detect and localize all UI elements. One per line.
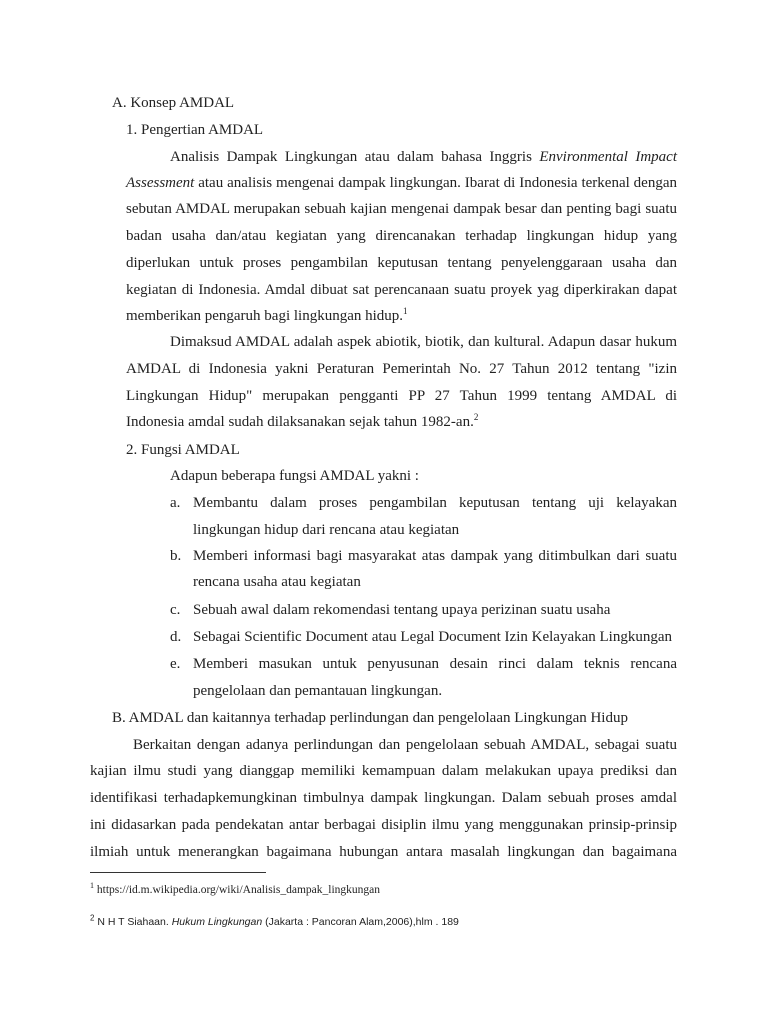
section-b-line2: kajian ilmu studi yang dianggap memiliki kemampuan dalam melakukan upaya prediksi dan	[90, 763, 677, 779]
list-item-b-line2: rencana usaha atau kegiatan	[193, 574, 361, 590]
footnote-1: $^1$ https://id.m.wikipedia.org/wiki/Analisis_dampak_lingkungan	[90, 881, 380, 896]
para1-line4: badan usaha dan/atau kegiatan yang direncanakan terhadap lingkungan hidup yang	[126, 228, 677, 244]
section-a-heading: A. Konsep AMDAL	[112, 95, 235, 111]
footnote-1-link[interactable]: https://id.m.wikipedia.org/wiki/Analisis_dampak_lingkungan	[96, 884, 380, 896]
footnote-ref-1[interactable]: 1	[403, 306, 408, 316]
list-marker-a: a.	[170, 495, 181, 511]
functions-intro: Adapun beberapa fungsi AMDAL yakni :	[170, 468, 419, 484]
para1-line5: diperlukan untuk proses pengambilan keputusan tentang penyelenggaraan usaha dan	[126, 255, 677, 271]
list-marker-d: d.	[170, 629, 182, 645]
para2-line2: AMDAL di Indonesia yakni Peraturan Pemerintah No. 27 Tahun 2012 tentang "izin	[126, 361, 677, 377]
list-item-d-line1: Sebagai Scientific Document atau Legal Document Izin Kelayakan Lingkungan	[193, 629, 672, 645]
list-item-a-line2: lingkungan hidup dari rencana atau kegiatan	[193, 522, 460, 538]
para1-line2: Assessment atau analisis mengenai dampak lingkungan. Ibarat di Indonesia terkenal dengan	[126, 175, 677, 191]
para2-line4: Indonesia amdal sudah dilaksanakan sejak tahun 1982-an.$^2$	[126, 412, 479, 430]
list-item-a-line1: Membantu dalam proses pengambilan keputusan tentang uji kelayakan	[193, 495, 677, 511]
para1-line6: kegiatan di Indonesia. Amdal dibuat sat perencanaan suatu proyek yag diperkirakan dapat	[126, 282, 677, 298]
list-marker-b: b.	[170, 548, 182, 564]
list-item-e-line1: Memberi masukan untuk penyusunan desain rinci dalam teknis rencana	[193, 656, 677, 672]
footnote-2: $^2$ N H T Siahaan. Hukum Lingkungan (Jakarta : Pancoran Alam,2006),hlm . 189	[90, 913, 459, 928]
list-item-c-line1: Sebuah awal dalam rekomendasi tentang upaya perizinan suatu usaha	[193, 602, 611, 618]
list-item-e-line2: pengelolaan dan pemantauan lingkungan.	[193, 683, 443, 699]
section-b-line4: ini didasarkan pada pendekatan antar berbagai disiplin ilmu yang menggunakan prinsip-prinsip	[90, 817, 677, 833]
list-marker-e: e.	[170, 656, 181, 672]
list-marker-c: c.	[170, 602, 181, 618]
section-b-line1: Berkaitan dengan adanya perlindungan dan pengelolaan sebuah AMDAL, sebagai suatu	[133, 737, 677, 753]
section-b-heading: B. AMDAL dan kaitannya terhadap perlindungan dan pengelolaan Lingkungan Hidup	[112, 710, 628, 726]
footnote-ref-2[interactable]: 2	[473, 412, 479, 422]
section-b-line3: identifikasi terhadapkemungkinan timbulnya dampak lingkungan. Dalam sebuah proses amdal	[90, 790, 677, 806]
footnote-separator	[90, 872, 266, 873]
section-b-line5: ilmiah untuk menerangkan bagaimana hubungan antara masalah lingkungan dan bagaimana	[90, 844, 677, 860]
subsection-2-heading: 2. Fungsi AMDAL	[126, 442, 240, 458]
para1-line3: sebutan AMDAL merupakan sebuah kajian mengenai dampak besar dan penting bagi suatu	[126, 201, 677, 217]
para2-line1: Dimaksud AMDAL adalah aspek abiotik, biotik, dan kultural. Adapun dasar hukum	[170, 334, 677, 350]
para1-line1: Analisis Dampak Lingkungan atau dalam bahasa Inggris Environmental Impact	[170, 149, 677, 165]
para1-line7: memberikan pengaruh bagi lingkungan hidup.$^1$	[126, 306, 408, 324]
para2-line3: Lingkungan Hidup" merupakan pengganti PP 27 Tahun 1999 tentang AMDAL di	[126, 388, 677, 404]
subsection-1-heading: 1. Pengertian AMDAL	[126, 122, 264, 138]
list-item-b-line1: Memberi informasi bagi masyarakat atas dampak yang ditimbulkan dari suatu	[193, 548, 677, 564]
